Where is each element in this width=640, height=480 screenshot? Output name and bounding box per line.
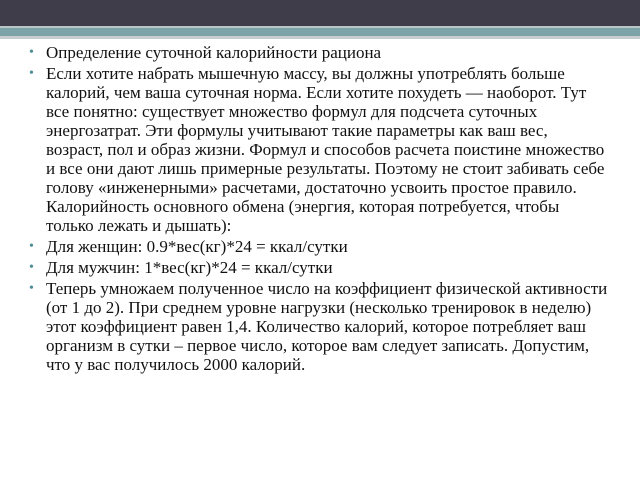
bullet-item-intro <box>28 64 608 235</box>
slide-content <box>28 43 608 376</box>
bullet-item-title <box>28 43 608 62</box>
bullet-marker-icon: • <box>29 260 34 275</box>
bullet-item-women-formula <box>28 237 608 256</box>
header-divider-accent <box>0 28 640 36</box>
bullet-text: Для женщин: 0.9*вес(кг)*24 = ккал/сутки <box>46 237 348 256</box>
bullet-text: Если хотите набрать мышечную массу, вы должны употреблять больше калорий, чем ваша суточная норма. Если хотите похудеть — наоборот. Тут все понятно: существует множество формул для подсчета суточных энергозатрат. Эти формулы учитывают такие параметры как ваш вес, возраст, пол и образ жизни. Формул и способов расчета поистине множество и все они дают лишь примерные результаты. Поэтому не стоит забивать себе голову «инженерными» расчетами, достаточно усвоить простое правило. Калорийность основного обмена (энергия, которая потребуется, чтобы только лежать и дышать): <box>46 64 605 235</box>
bullet-text: Теперь умножаем полученное число на коэффициент физической активности (от 1 до 2). При среднем уровне нагрузки (несколько тренировок в неделю) этот коэффициент равен 1,4. Количество калорий, которое потребляет ваш организм в сутки – первое число, которое вам следует записать. Допустим, что у вас получилось 2000 калорий. <box>46 279 608 374</box>
bullet-marker-icon: • <box>29 45 34 60</box>
header-divider-gray <box>0 36 640 39</box>
bullet-item-activity <box>28 279 608 374</box>
slide-header-band <box>0 0 640 26</box>
bullet-text: Определение суточной калорийности рациона <box>46 43 382 62</box>
bullet-list <box>28 43 608 374</box>
bullet-text: Для мужчин: 1*вес(кг)*24 = ккал/сутки <box>46 258 333 277</box>
bullet-marker-icon: • <box>29 239 34 254</box>
bullet-marker-icon: • <box>29 281 34 296</box>
bullet-marker-icon: • <box>29 66 34 81</box>
bullet-item-men-formula <box>28 258 608 277</box>
